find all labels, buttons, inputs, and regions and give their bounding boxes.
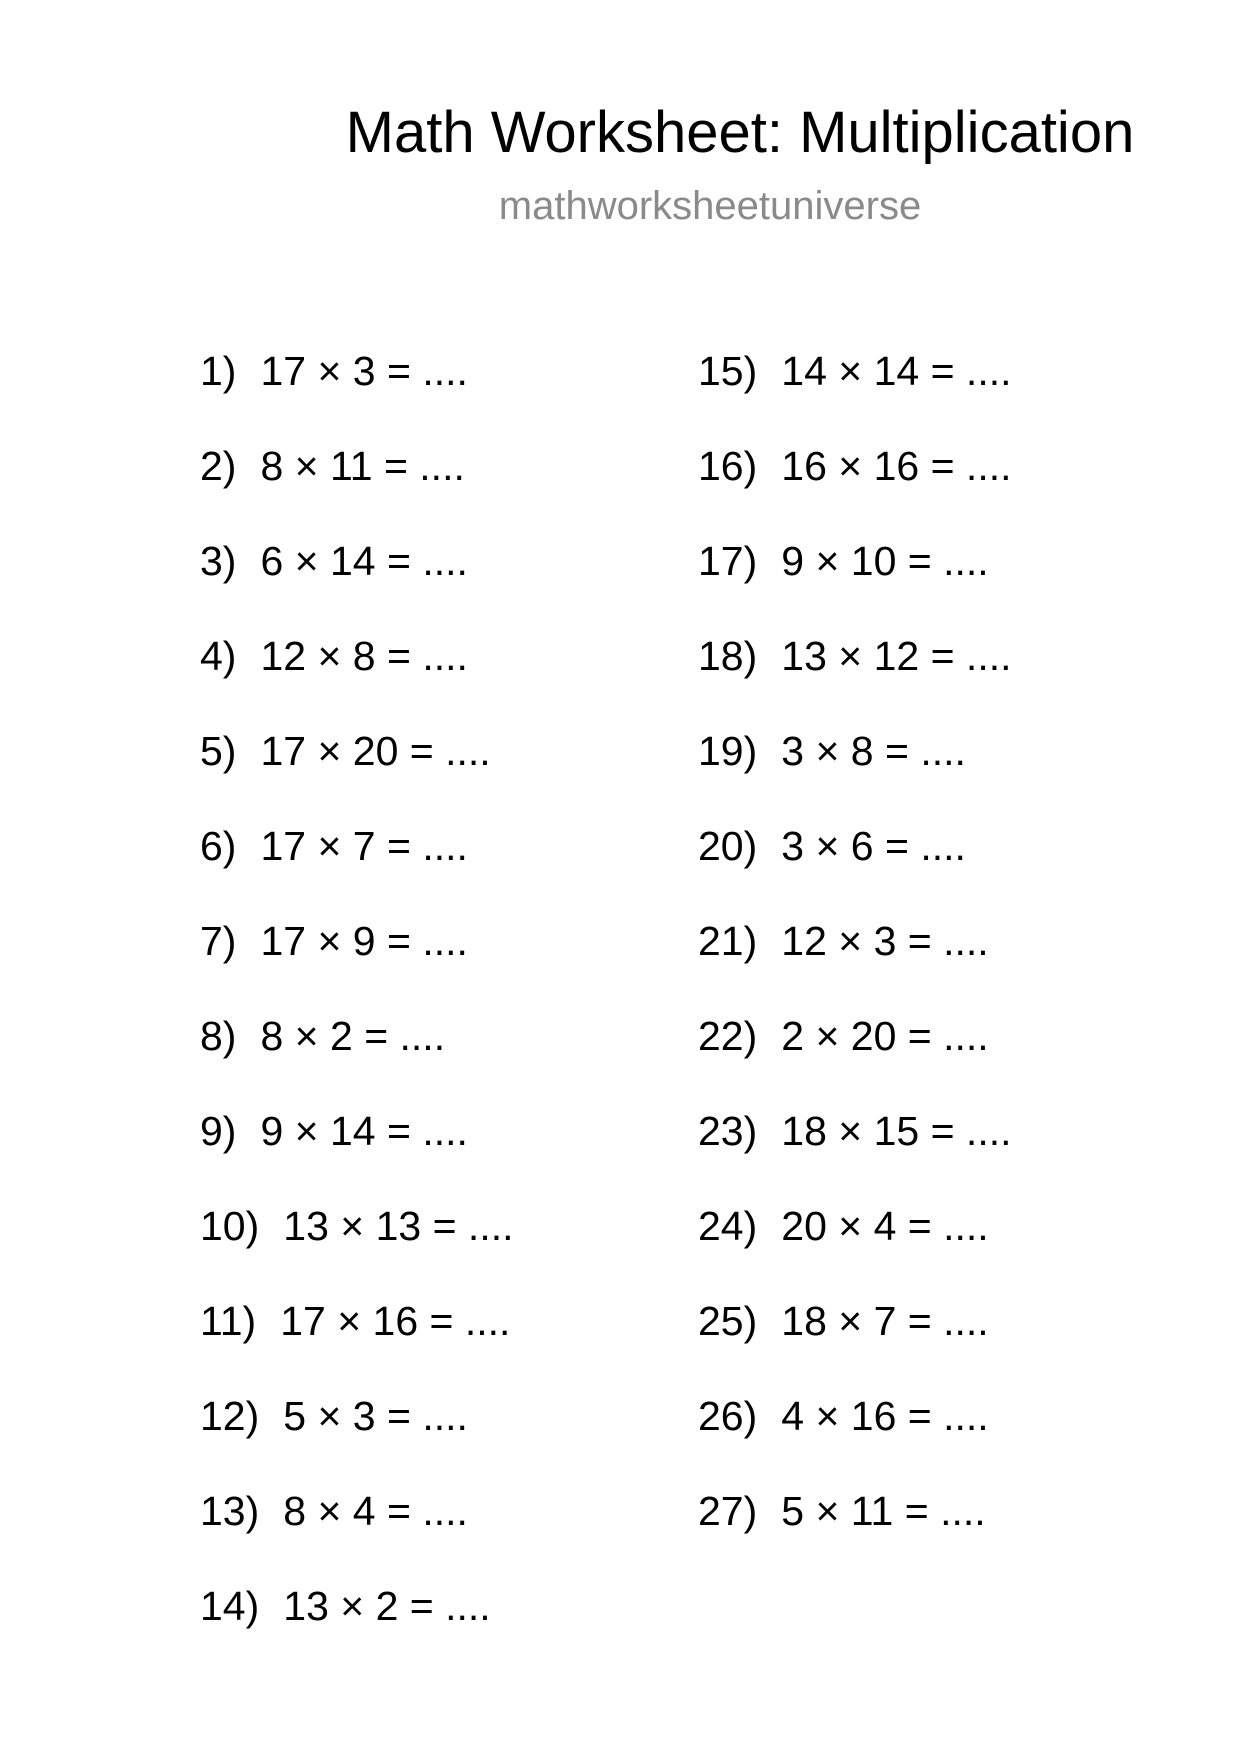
problem-item [200, 1201, 514, 1296]
problem-item [698, 441, 1012, 536]
problem-expression: 17 × 20 = .... [260, 728, 491, 774]
problem-item [200, 631, 514, 726]
problem-expression: 17 × 16 = .... [280, 1298, 511, 1344]
problem-item [200, 536, 514, 631]
problem-number: 25) [698, 1298, 758, 1344]
problem-expression: 8 × 4 = .... [283, 1488, 468, 1534]
problem-item [200, 1391, 514, 1486]
problem-number: 3) [200, 538, 237, 584]
problem-number: 6) [200, 823, 237, 869]
problem-expression: 3 × 8 = .... [781, 728, 966, 774]
problem-expression: 18 × 15 = .... [781, 1108, 1012, 1154]
problem-number: 26) [698, 1393, 758, 1439]
page-title: Math Worksheet: Multiplication [345, 100, 1135, 165]
problem-number: 10) [200, 1203, 260, 1249]
problem-expression: 13 × 12 = .... [781, 633, 1012, 679]
problem-item [200, 346, 514, 441]
problem-expression: 14 × 14 = .... [781, 348, 1012, 394]
problem-number: 7) [200, 918, 237, 964]
problem-item [200, 1106, 514, 1201]
problem-item [698, 631, 1012, 726]
problem-item [698, 821, 1012, 916]
problem-number: 14) [200, 1583, 260, 1629]
problem-number: 12) [200, 1393, 260, 1439]
problem-number: 13) [200, 1488, 260, 1534]
problem-expression: 20 × 4 = .... [781, 1203, 989, 1249]
problem-number: 22) [698, 1013, 758, 1059]
problem-item [698, 1391, 1012, 1486]
problem-item [200, 1011, 514, 1106]
problem-expression: 17 × 3 = .... [260, 348, 468, 394]
problem-expression: 9 × 10 = .... [781, 538, 989, 584]
problem-item [200, 1296, 514, 1391]
problem-item [698, 536, 1012, 631]
problem-expression: 4 × 16 = .... [781, 1393, 989, 1439]
problem-expression: 16 × 16 = .... [781, 443, 1012, 489]
problem-expression: 13 × 13 = .... [283, 1203, 514, 1249]
problem-expression: 6 × 14 = .... [260, 538, 468, 584]
problem-item [698, 1011, 1012, 1106]
problem-expression: 13 × 2 = .... [283, 1583, 491, 1629]
problem-number: 21) [698, 918, 758, 964]
problem-expression: 12 × 8 = .... [260, 633, 468, 679]
problem-number: 1) [200, 348, 237, 394]
problem-number: 16) [698, 443, 758, 489]
problem-number: 19) [698, 728, 758, 774]
problem-item [200, 916, 514, 1011]
problem-expression: 3 × 6 = .... [781, 823, 966, 869]
problem-item [200, 821, 514, 916]
problem-expression: 5 × 11 = .... [781, 1488, 986, 1534]
problem-expression: 2 × 20 = .... [781, 1013, 989, 1059]
problem-number: 11) [200, 1298, 257, 1344]
problem-number: 27) [698, 1488, 758, 1534]
problem-expression: 18 × 7 = .... [781, 1298, 989, 1344]
problem-item [698, 916, 1012, 1011]
problem-number: 2) [200, 443, 237, 489]
problem-item [698, 726, 1012, 821]
problem-item [200, 1486, 514, 1581]
problem-item [698, 1486, 1012, 1581]
problem-number: 17) [698, 538, 758, 584]
problem-item [200, 1581, 514, 1676]
problem-number: 23) [698, 1108, 758, 1154]
page-subtitle: mathworksheetuniverse [498, 184, 922, 228]
problem-expression: 8 × 11 = .... [260, 443, 465, 489]
problem-expression: 17 × 9 = .... [260, 918, 468, 964]
problem-expression: 17 × 7 = .... [260, 823, 468, 869]
problem-item [200, 726, 514, 821]
problems-right-column [698, 346, 1012, 1581]
problem-number: 15) [698, 348, 758, 394]
problem-expression: 9 × 14 = .... [260, 1108, 468, 1154]
problem-number: 20) [698, 823, 758, 869]
problem-number: 4) [200, 633, 237, 679]
problem-number: 24) [698, 1203, 758, 1249]
problem-number: 5) [200, 728, 237, 774]
problem-number: 9) [200, 1108, 237, 1154]
problem-item [200, 441, 514, 536]
problem-number: 18) [698, 633, 758, 679]
problem-item [698, 1201, 1012, 1296]
problem-item [698, 1106, 1012, 1201]
problem-expression: 5 × 3 = .... [283, 1393, 468, 1439]
problem-number: 8) [200, 1013, 237, 1059]
problem-item [698, 346, 1012, 441]
problem-expression: 12 × 3 = .... [781, 918, 989, 964]
problem-expression: 8 × 2 = .... [260, 1013, 446, 1059]
problem-item [698, 1296, 1012, 1391]
problems-left-column [200, 346, 514, 1676]
